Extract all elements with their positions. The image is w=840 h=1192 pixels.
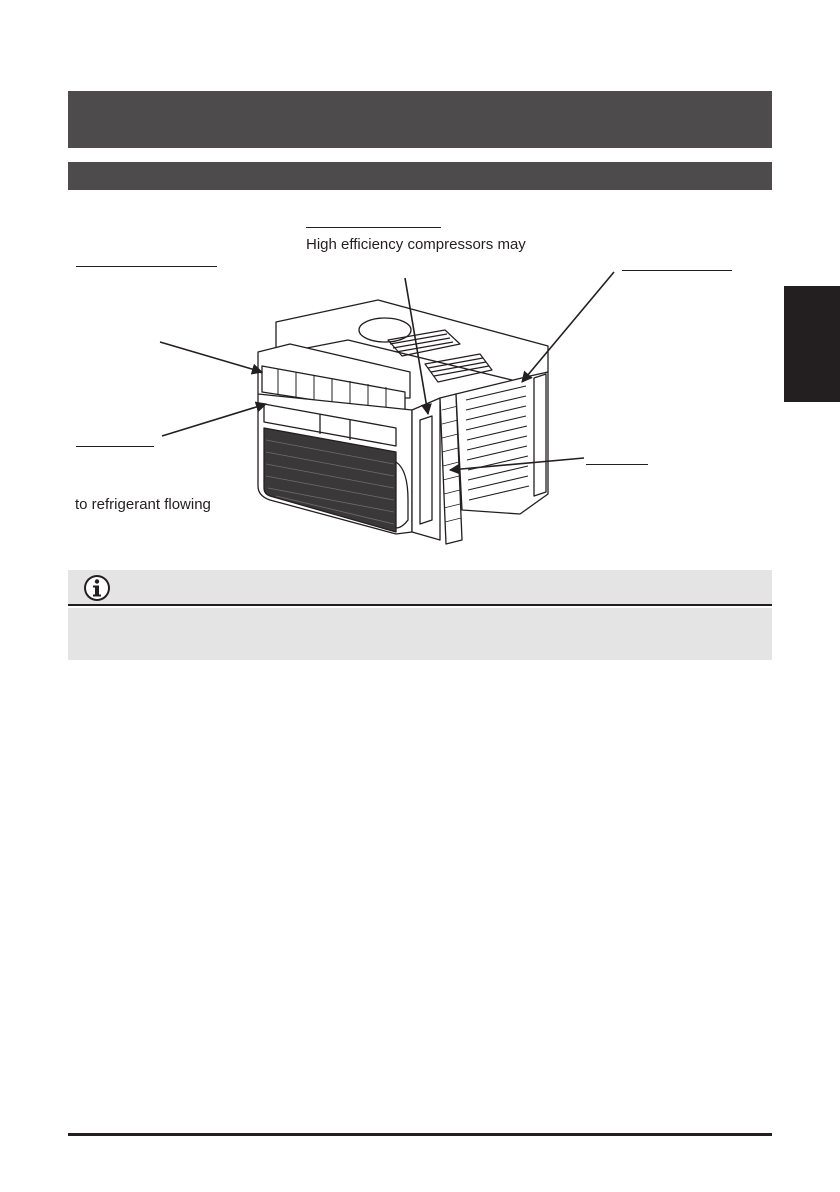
air-conditioner-illustration (0, 0, 840, 560)
callout-compressor-text: High efficiency compressors may (306, 236, 526, 253)
footer-rule (68, 1133, 772, 1136)
callout-refrigerant-text: to refrigerant flowing (75, 496, 211, 513)
note-body (68, 608, 772, 660)
info-icon (82, 573, 112, 603)
note-header (68, 570, 772, 606)
